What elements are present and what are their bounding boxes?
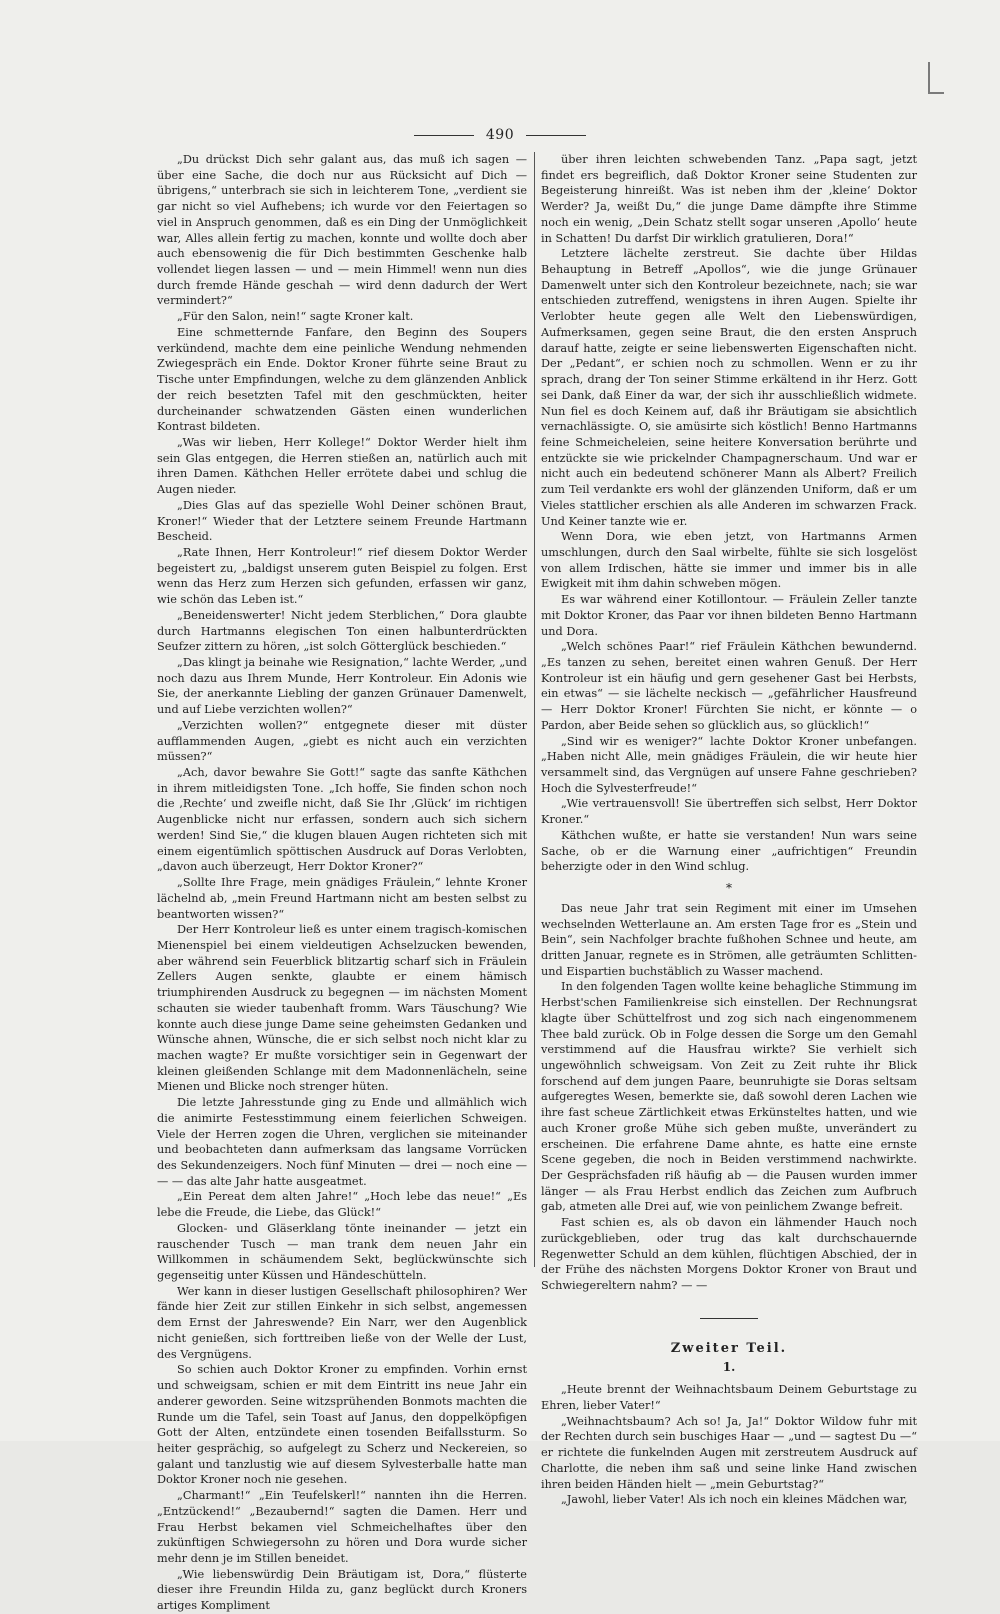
paragraph: „Wie liebenswürdig Dein Bräutigam ist, Dora,“ flüsterte dieser ihre Freundin Hilda zu, ganz beglückt durch Kroners artiges Kompliment	[157, 1567, 527, 1613]
right-column-part-two	[541, 1382, 917, 1508]
paragraph: Wer kann in dieser lustigen Gesellschaft philosophiren? Wer fände hier Zeit zur stillen Einkehr in sich selbst, angemessen dem Ernst der Jahreswende? Ein Narr, wer den Augenblick nicht genießen, sich forttreiben ließe von der Welle der Lust, des Vergnügens.	[157, 1284, 527, 1361]
paragraph: So schien auch Doktor Kroner zu empfinden. Vorhin ernst und schweigsam, schien er mit dem Eintritt ins neue Jahr ein anderer geworden. Seine witzsprühenden Bonmots machten die Runde um die Tafel, sein Toast auf Janus, den doppelköpfigen Gott der Alten, entzündete einen tosenden Beifallssturm. So heiter gesprächig, so aufgelegt zu Scherz und Neckereien, so galant und tanzlustig wie auf diesem Sylvesterballe hatte man Doktor Kroner noch nie gesehen.	[157, 1363, 527, 1487]
paragraph: „Weihnachtsbaum? Ach so! Ja, Ja!“ Doktor Wildow fuhr mit der Rechten durch sein buschiges Haar — „und — sagtest Du —“ er richtete die funkelnden Augen mit zerstreutem Ausdruck auf Charlotte, die neben ihm saß und seine linke Hand zwischen ihren beiden Händen hielt — „mein Geburtstag?“	[541, 1414, 917, 1491]
paragraph: „Rate Ihnen, Herr Kontroleur!“ rief diesem Doktor Werder begeistert zu, „baldigst unserem guten Beispiel zu folgen. Erst wenn das Herz zum Herzen sich gefunden, erfassen wir ganz, wie schön das Leben ist.“	[157, 545, 527, 607]
page-number: 490	[485, 127, 515, 143]
paragraph: „Das klingt ja beinahe wie Resignation,“ lachte Werder, „und noch dazu aus Ihrem Munde, Herr Kontroleur. Ein Adonis wie Sie, der anerkannte Liebling der ganzen Grünauer Damenwelt, und auf Liebe verzichten wollen?“	[157, 656, 527, 717]
right-column-section-two	[541, 901, 917, 1294]
paragraph: Glocken- und Gläserklang tönte ineinander — jetzt ein rauschender Tusch — man trank dem neuen Jahr ein Willkommen in schäumendem Sekt, beglückwünschte sich gegenseitig unter Küssen und Händeschütteln.	[157, 1221, 527, 1283]
paragraph: „Dies Glas auf das spezielle Wohl Deiner schönen Braut, Kroner!“ Wieder that der Letztere seinem Freunde Hartmann Bescheid.	[157, 498, 527, 544]
paragraph: „Sollte Ihre Frage, mein gnädiges Fräulein,“ lehnte Kroner lächelnd ab, „mein Freund Hartmann nicht am besten selbst zu beantworten wissen?“	[157, 876, 527, 921]
paragraph: Eine schmetternde Fanfare, den Beginn des Soupers verkündend, machte dem eine peinliche Wendung nehmenden Zwiegespräch ein Ende. Doktor Kroner führte seine Braut zu Tische unter Empfindungen, welche zu dem glänzenden Anblick der reich besetzten Tafel mit den geschmückten, heiter durcheinander schwatzenden Gästen einen wunderlichen Kontrast bildeten.	[157, 325, 527, 434]
page-header	[0, 124, 1000, 146]
paragraph: Das neue Jahr trat sein Regiment mit einer im Umsehen wechselnden Wetterlaune an. Am ersten Tage fror es „Stein und Bein“, sein Nachfolger brachte fußhohen Schnee und heute, am dritten Januar, regnete es in Strömen, alle geträumten Schlitten- und Eispartien buchstäblich zu Wasser machend.	[541, 901, 917, 978]
header-rule-right	[526, 135, 586, 136]
right-column-section-one	[541, 152, 917, 875]
paragraph: „Sind wir es weniger?“ lachte Doktor Kroner unbefangen. „Haben nicht Alle, mein gnädiges Fräulein, die wir heute hier versammelt sind, das Vergnügen auf unsere Fahne geschrieben? Hoch die Sylvesterfreude!“	[541, 734, 917, 795]
paragraph: „Du drückst Dich sehr galant aus, das muß ich sagen — über eine Sache, die doch nur aus Rücksicht auf Dich — übrigens,“ unterbrach sie sich in leichterem Tone, „verdient sie gar nicht so viel Aufhebens; ich wurde vor den Feiertagen so viel in Anspruch genommen, daß es ein Ding der Unmöglichkeit war, Alles allein fertig zu machen, konnte und wollte doch aber auch ebensowenig die für Dich bestimmten Geschenke halb vollendet liegen lassen — und — mein Himmel! wenn nun dies durch fremde Hände geschah — wird denn dadurch der Wert vermindert?“	[157, 153, 527, 308]
paragraph: Der Herr Kontroleur ließ es unter einem tragisch-komischen Mienenspiel bei einem vieldeutigen Achselzucken bewenden, aber während sein Feuerblick blitzartig scharf sich in Fräulein Zellers Augen senkte, glaubte er einem hämisch triumphirenden Ausdruck zu begegnen — im nächsten Moment schauten sie wieder taubenhaft fromm. Wars Täuschung? Wie konnte auch diese junge Dame seine geheimsten Gedanken und Wünsche ahnen, Wünsche, die er sich selbst noch nicht klar zu machen wagte? Er mußte vorsichtiger sein in Gegenwart der kleinen gleißenden Schlange mit dem Madonnenlächeln, seine Mienen und Blicke noch strenger hüten.	[157, 923, 527, 1094]
paragraph: „Wie vertrauensvoll! Sie übertreffen sich selbst, Herr Doktor Kroner.“	[541, 797, 917, 827]
column-divider	[534, 152, 535, 1267]
part-title: Zweiter Teil.	[670, 1340, 788, 1356]
paragraph: Die letzte Jahresstunde ging zu Ende und allmählich wich die animirte Festesstimmung einem feierlichen Schweigen. Viele der Herren zogen die Uhren, verglichen sie miteinander und beobachteten dann aufmerksam das langsame Vorrücken des Sekundenzeigers. Noch fünf Minuten — drei — noch eine — — — das alte Jahr hatte ausgeatmet.	[157, 1096, 527, 1188]
paragraph: „Welch schönes Paar!“ rief Fräulein Käthchen bewundernd. „Es tanzen zu sehen, bereitet einen wahren Genuß. Der Herr Kontroleur ist ein häufig und gern gesehener Gast bei Herbsts, ein etwas“ — sie lächelte neckisch — „gefährlicher Hausfreund — Herr Doktor Kroner! Fürchten Sie nicht, er könnte — o Pardon, aber Beide sehen so glücklich aus, so glücklich!“	[541, 640, 917, 732]
section-break-star: *	[726, 881, 732, 896]
paragraph: Käthchen wußte, er hatte sie verstanden! Nun wars seine Sache, ob er die Warnung einer „aufrichtigen“ Freundin beherzigte oder in den Wind schlug.	[541, 828, 917, 874]
paragraph: „Verzichten wollen?“ entgegnete dieser mit düster aufflammenden Augen, „giebt es nicht auch ein verzichten müssen?“	[157, 718, 527, 764]
left-column	[157, 152, 527, 1613]
paragraph: Letztere lächelte zerstreut. Sie dachte über Hildas Behauptung in Betreff „Apollos“, wie die junge Grünauer Damenwelt unter sich den Kontroleur bezeichnete, nach; sie war entschieden zutreffend, wenigstens in ihren Augen. Spielte ihr Verlobter heute gegen alle Welt den Liebenswürdigen, Aufmerksamen, gegen seine Braut, die den ersten Anspruch darauf hatte, zeigte er seine liebenswerten Eigenschaften nicht. Der „Pedant“, er schien noch zu schmollen. Wenn er zu ihr sprach, drang der Ton seiner Stimme erkältend in ihr Herz. Gott sei Dank, daß Einer da war, der sich ihr ausschließlich widmete. Nun fiel es doch Keinem auf, daß ihr Bräutigam sie absichtlich vernachlässigte. O, sie amüsirte sich köstlich! Benno Hartmanns feine Schmeicheleien, seine heitere Konversation berührte und entzückte sie wie prickelnder Champagnerschaum. Und war er nicht auch ein bedeutend schönerer Mann als Albert? Freilich zum Teil verdankte ers wohl der glänzenden Uniform, daß er um Vieles stattlicher erschien als alle Anderen im schwarzen Frack. Und Keiner tanzte wie er.	[541, 247, 917, 528]
paragraph: „Für den Salon, nein!“ sagte Kroner kalt.	[177, 310, 414, 324]
right-column	[541, 152, 917, 1507]
chapter-number: 1.	[722, 1360, 736, 1375]
paragraph: über ihren leichten schwebenden Tanz. „Papa sagt, jetzt findet ers begreiflich, daß Doktor Kroner seine Studenten zur Begeisterung hinreißt. Was ist neben ihm der ‚kleine‘ Doktor Werder? Ja, weißt Du,“ die junge Dame dämpfte ihre Stimme noch ein wenig, „Dein Schatz stellt sogar unseren ‚Apollo‘ heute in Schatten! Du darfst Dir wirklich gratulieren, Dora!“	[541, 153, 917, 245]
paragraph: Wenn Dora, wie eben jetzt, von Hartmanns Armen umschlungen, durch den Saal wirbelte, fühlte sie sich losgelöst von allem Irdischen, hätte sie immer und immer bis in alle Ewigkeit mit ihm dahin schweben mögen.	[541, 530, 917, 591]
paragraph: „Heute brennt der Weihnachtsbaum Deinem Geburtstage zu Ehren, lieber Vater!“	[541, 1383, 917, 1412]
header-rule-left	[414, 135, 474, 136]
paragraph: „Charmant!“ „Ein Teufelskerl!“ nannten ihn die Herren. „Entzückend!“ „Bezaubernd!“ sagten die Damen. Herr und Frau Herbst bekamen viel Schmeichelhaftes über den zukünftigen Schwiegersohn zu hören und Dora wurde sicher mehr denn je im Stillen beneidet.	[157, 1489, 527, 1565]
paragraph: „Beneidenswerter! Nicht jedem Sterblichen,“ Dora glaubte durch Hartmanns elegischen Ton einen halbunterdrückten Seufzer zittern zu hören, „ist solch Götterglück beschieden.“	[157, 608, 527, 654]
paragraph: Es war während einer Kotillontour. — Fräulein Zeller tanzte mit Doktor Kroner, das Paar vor ihnen bildeten Benno Hartmann und Dora.	[541, 593, 917, 638]
paragraph: „Ach, davor bewahre Sie Gott!“ sagte das sanfte Käthchen in ihrem mitleidigsten Tone. „Ich hoffe, Sie finden schon noch die ‚Rechte‘ und zweifle nicht, daß Sie Ihr ‚Glück‘ im richtigen Augenblicke nicht nur erfassen, sondern auch sich sichern werden! Sind Sie,“ die klugen blauen Augen richteten sich mit einem eigentümlich spöttischen Ausdruck auf Doras Verlobten, „davon auch überzeugt, Herr Doktor Kroner?“	[157, 766, 527, 874]
paragraph: „Jawohl, lieber Vater! Als ich noch ein kleines Mädchen war,	[561, 1493, 908, 1507]
paragraph: Fast schien es, als ob davon ein lähmender Hauch noch zurückgeblieben, oder trug das kalt durchschauernde Regenwetter Schuld an dem kühlen, flüchtigen Abschied, der in der Frühe des nächsten Morgens Doktor Kroner von Braut und Schwiegereltern nahm? — —	[541, 1216, 917, 1293]
paragraph: „Was wir lieben, Herr Kollege!“ Doktor Werder hielt ihm sein Glas entgegen, die Herren stießen an, natürlich auch mit ihren Damen. Käthchen Heller errötete dabei und schlug die Augen nieder.	[157, 435, 527, 497]
part-separator-rule	[700, 1318, 758, 1319]
paragraph: In den folgenden Tagen wollte keine behagliche Stimmung im Herbst'schen Familienkreise sich einstellen. Der Rechnungsrat klagte über Schüttelfrost und zog sich nach eingenommenem Thee bald zurück. Ob in Folge dessen die Sorge um den Gemahl verstimmend auf die Hausfrau wirkte? Sie verhielt sich ungewöhnlich schweigsam. Von Zeit zu Zeit ruhte ihr Blick forschend auf dem jungen Paare, beunruhigte sie Doras seltsam aufgeregtes Wesen, bemerkte sie, daß sowohl deren Lachen wie ihre fast scheue Zärtlichkeit etwas Erkünsteltes hatten, und wie auch Kroner große Mühe sich geben mußte, unverändert zu erscheinen. Die erfahrene Dame ahnte, es hatte eine ernste Scene gegeben, die noch in Beiden verstimmend nachwirkte. Der Gesprächsfaden riß häufig ab — die Pausen wurden immer länger — als Frau Herbst endlich das Zeichen zum Aufbruch gab, atmeten alle Drei auf, wie von peinlichem Zwange befreit.	[541, 980, 917, 1214]
paragraph: „Ein Pereat dem alten Jahre!“ „Hoch lebe das neue!“ „Es lebe die Freude, die Liebe, das Glück!“	[157, 1190, 527, 1220]
corner-crop-mark	[928, 62, 930, 92]
